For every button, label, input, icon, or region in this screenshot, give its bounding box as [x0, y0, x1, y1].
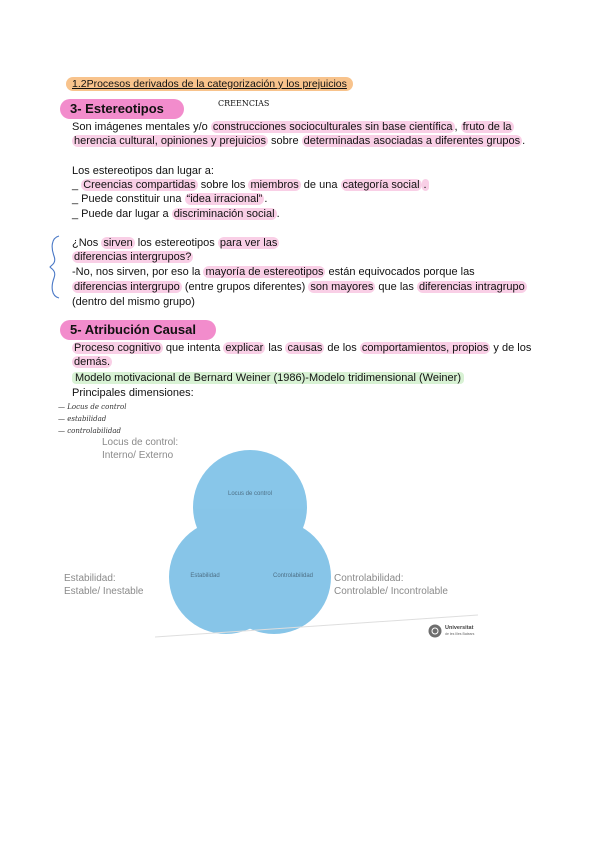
question-line: ¿Nos sirven los estereotipos para ver las — [72, 237, 278, 249]
logo-subtext: de les Illes Balears — [445, 632, 475, 636]
venn-label-controlabilidad: Controlabilidad: Controlable/ Incontrolable — [334, 573, 448, 597]
venn-text-controlabilidad: Controlabilidad — [272, 573, 314, 579]
university-logo — [428, 624, 480, 640]
list-item: _ Puede constituir una “idea irracional” . — [72, 193, 268, 205]
answer-line: (dentro del mismo grupo) — [72, 296, 195, 308]
logo-text: Universitat — [445, 625, 474, 631]
handwritten-note: — estabilidad — [58, 415, 107, 423]
list-item: _ Creencias compartidas sobre los miembros de una categoría social . — [72, 179, 427, 191]
section-title-atribucion: 5- Atribución Causal — [60, 320, 216, 340]
dimensions-line: Principales dimensiones: — [72, 387, 194, 399]
brace-icon — [48, 234, 62, 300]
answer-line: -No, nos sirven, por eso la mayoría de estereotipos están equivocados porque las — [72, 266, 475, 278]
paragraph-line: herencia cultural, opiniones y prejuicios sobre determinadas asociadas a diferentes grupos . — [74, 135, 526, 147]
list-intro: Los estereotipos dan lugar a: — [72, 165, 214, 177]
venn-diagram — [150, 445, 490, 645]
header-title: 1.2Procesos derivados de la categorización y los prejuicios — [66, 77, 353, 91]
venn-text-locus: Locus de control — [227, 491, 273, 497]
section-header — [66, 74, 353, 92]
venn-label-estabilidad: Estabilidad: Estable/ Inestable — [64, 573, 144, 597]
paragraph-line: Son imágenes mentales y/o construcciones socioculturales sin base científica , fruto de la — [72, 121, 512, 133]
university-logo-icon — [428, 624, 442, 638]
margin-note: CREENCIAS — [218, 99, 270, 108]
paragraph-line: Proceso cognitivo que intenta explicar las causas de los comportamientos, propios y de los — [74, 342, 532, 354]
venn-text-estabilidad: Estabilidad — [190, 573, 220, 579]
question-line: diferencias intergrupos? — [74, 251, 192, 263]
list-item: _ Puede dar lugar a discriminación social . — [72, 208, 280, 220]
paragraph-line: demás. — [74, 356, 111, 368]
venn-label-locus: Locus de control: Interno/ Externo — [102, 437, 179, 461]
handwritten-note: — controlabilidad — [58, 427, 121, 435]
model-line: Modelo motivacional de Bernard Weiner (1986)-Modelo tridimensional (Weiner) — [72, 371, 464, 385]
handwritten-note: — Locus de control — [58, 403, 127, 411]
section-title-estereotipos: 3- Estereotipos — [60, 99, 184, 119]
answer-line: diferencias intergrupo (entre grupos diferentes) son mayores que las diferencias intragrupo — [74, 281, 525, 293]
